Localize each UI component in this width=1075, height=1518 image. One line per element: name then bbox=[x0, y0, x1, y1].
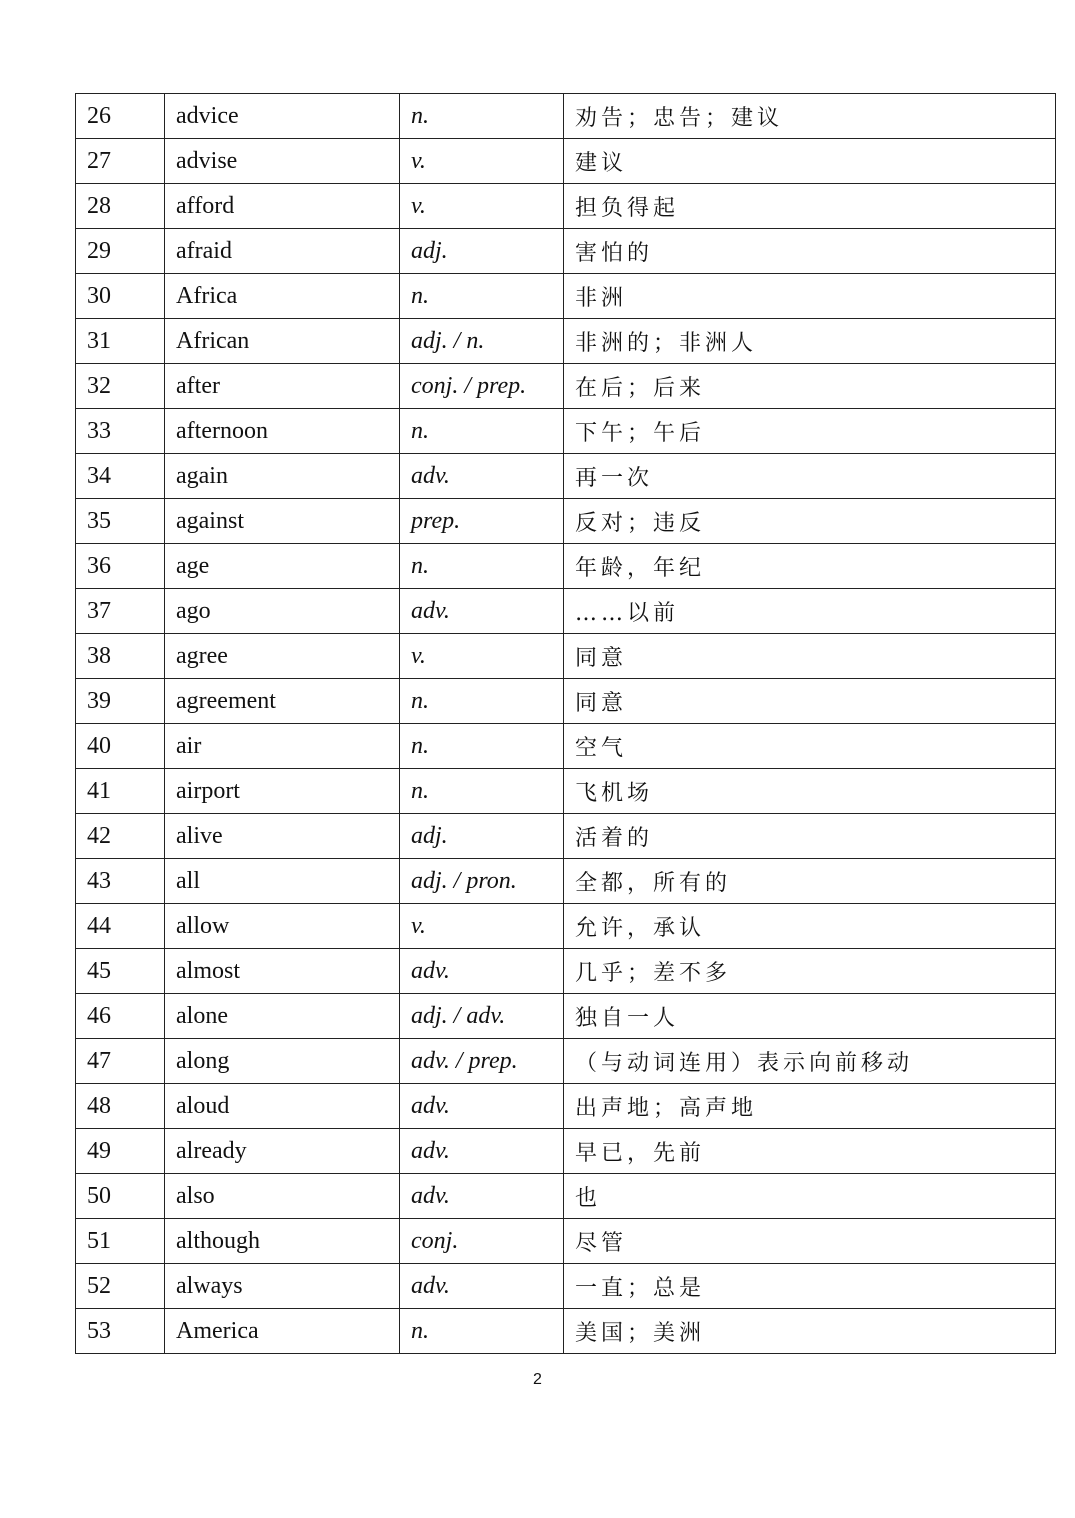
word-cell: always bbox=[165, 1264, 400, 1309]
word-cell: advise bbox=[165, 139, 400, 184]
meaning-cell: 允许，承认 bbox=[564, 904, 1056, 949]
row-number: 52 bbox=[76, 1264, 165, 1309]
meaning-cell: 美国；美洲 bbox=[564, 1309, 1056, 1354]
meaning-cell: 非洲的；非洲人 bbox=[564, 319, 1056, 364]
part-of-speech-cell: adj. bbox=[400, 229, 564, 274]
meaning-cell: 活着的 bbox=[564, 814, 1056, 859]
table-row bbox=[76, 769, 1056, 814]
word-cell: again bbox=[165, 454, 400, 499]
word-cell: all bbox=[165, 859, 400, 904]
vocabulary-table bbox=[75, 93, 1056, 1354]
word-cell: advice bbox=[165, 94, 400, 139]
row-number: 30 bbox=[76, 274, 165, 319]
row-number: 38 bbox=[76, 634, 165, 679]
row-number: 40 bbox=[76, 724, 165, 769]
word-cell: age bbox=[165, 544, 400, 589]
meaning-cell: 劝告；忠告；建议 bbox=[564, 94, 1056, 139]
table-row bbox=[76, 229, 1056, 274]
row-number: 35 bbox=[76, 499, 165, 544]
word-cell: agreement bbox=[165, 679, 400, 724]
row-number: 48 bbox=[76, 1084, 165, 1129]
part-of-speech-cell: adv. bbox=[400, 454, 564, 499]
word-cell: afternoon bbox=[165, 409, 400, 454]
part-of-speech-cell: conj. bbox=[400, 1219, 564, 1264]
row-number: 33 bbox=[76, 409, 165, 454]
table-row bbox=[76, 994, 1056, 1039]
table-row bbox=[76, 1039, 1056, 1084]
row-number: 31 bbox=[76, 319, 165, 364]
table-row bbox=[76, 634, 1056, 679]
part-of-speech-cell: adv. bbox=[400, 589, 564, 634]
part-of-speech-cell: n. bbox=[400, 274, 564, 319]
meaning-cell: 同意 bbox=[564, 634, 1056, 679]
table-row bbox=[76, 904, 1056, 949]
row-number: 36 bbox=[76, 544, 165, 589]
part-of-speech-cell: conj. / prep. bbox=[400, 364, 564, 409]
word-cell: against bbox=[165, 499, 400, 544]
table-row bbox=[76, 1309, 1056, 1354]
meaning-cell: 也 bbox=[564, 1174, 1056, 1219]
part-of-speech-cell: n. bbox=[400, 679, 564, 724]
part-of-speech-cell: adv. bbox=[400, 1129, 564, 1174]
word-cell: almost bbox=[165, 949, 400, 994]
part-of-speech-cell: adj. / n. bbox=[400, 319, 564, 364]
meaning-cell: 再一次 bbox=[564, 454, 1056, 499]
row-number: 45 bbox=[76, 949, 165, 994]
part-of-speech-cell: adj. / pron. bbox=[400, 859, 564, 904]
part-of-speech-cell: adv. bbox=[400, 1084, 564, 1129]
meaning-cell: 早已，先前 bbox=[564, 1129, 1056, 1174]
meaning-cell: 几乎；差不多 bbox=[564, 949, 1056, 994]
row-number: 37 bbox=[76, 589, 165, 634]
word-cell: afraid bbox=[165, 229, 400, 274]
table-row bbox=[76, 1219, 1056, 1264]
row-number: 28 bbox=[76, 184, 165, 229]
row-number: 42 bbox=[76, 814, 165, 859]
table-row bbox=[76, 364, 1056, 409]
meaning-cell: （与动词连用）表示向前移动 bbox=[564, 1039, 1056, 1084]
table-row bbox=[76, 94, 1056, 139]
table-row bbox=[76, 589, 1056, 634]
part-of-speech-cell: prep. bbox=[400, 499, 564, 544]
row-number: 39 bbox=[76, 679, 165, 724]
row-number: 27 bbox=[76, 139, 165, 184]
table-row bbox=[76, 184, 1056, 229]
table-row bbox=[76, 814, 1056, 859]
word-cell: agree bbox=[165, 634, 400, 679]
word-cell: allow bbox=[165, 904, 400, 949]
meaning-cell: 全都，所有的 bbox=[564, 859, 1056, 904]
table-row bbox=[76, 949, 1056, 994]
meaning-cell: 建议 bbox=[564, 139, 1056, 184]
row-number: 26 bbox=[76, 94, 165, 139]
part-of-speech-cell: adj. / adv. bbox=[400, 994, 564, 1039]
meaning-cell: 担负得起 bbox=[564, 184, 1056, 229]
word-cell: along bbox=[165, 1039, 400, 1084]
meaning-cell: 害怕的 bbox=[564, 229, 1056, 274]
word-cell: aloud bbox=[165, 1084, 400, 1129]
meaning-cell: 非洲 bbox=[564, 274, 1056, 319]
table-row bbox=[76, 319, 1056, 364]
row-number: 34 bbox=[76, 454, 165, 499]
page-number: 2 bbox=[533, 1371, 542, 1388]
meaning-cell: 尽管 bbox=[564, 1219, 1056, 1264]
part-of-speech-cell: adj. bbox=[400, 814, 564, 859]
meaning-cell: 飞机场 bbox=[564, 769, 1056, 814]
row-number: 50 bbox=[76, 1174, 165, 1219]
row-number: 29 bbox=[76, 229, 165, 274]
table-row bbox=[76, 1174, 1056, 1219]
word-cell: airport bbox=[165, 769, 400, 814]
word-cell: also bbox=[165, 1174, 400, 1219]
table-row bbox=[76, 1084, 1056, 1129]
word-cell: already bbox=[165, 1129, 400, 1174]
table-row bbox=[76, 274, 1056, 319]
meaning-cell: 出声地；高声地 bbox=[564, 1084, 1056, 1129]
word-cell: African bbox=[165, 319, 400, 364]
table-row bbox=[76, 139, 1056, 184]
row-number: 53 bbox=[76, 1309, 165, 1354]
part-of-speech-cell: adv. / prep. bbox=[400, 1039, 564, 1084]
table-row bbox=[76, 544, 1056, 589]
part-of-speech-cell: v. bbox=[400, 139, 564, 184]
part-of-speech-cell: n. bbox=[400, 724, 564, 769]
table-row bbox=[76, 454, 1056, 499]
row-number: 41 bbox=[76, 769, 165, 814]
part-of-speech-cell: v. bbox=[400, 184, 564, 229]
meaning-cell: 同意 bbox=[564, 679, 1056, 724]
meaning-cell: 空气 bbox=[564, 724, 1056, 769]
table-row bbox=[76, 1129, 1056, 1174]
row-number: 43 bbox=[76, 859, 165, 904]
part-of-speech-cell: n. bbox=[400, 409, 564, 454]
row-number: 49 bbox=[76, 1129, 165, 1174]
table-row bbox=[76, 409, 1056, 454]
table-row bbox=[76, 1264, 1056, 1309]
meaning-cell: 在后；后来 bbox=[564, 364, 1056, 409]
row-number: 32 bbox=[76, 364, 165, 409]
row-number: 44 bbox=[76, 904, 165, 949]
meaning-cell: ……以前 bbox=[564, 589, 1056, 634]
word-cell: alive bbox=[165, 814, 400, 859]
word-cell: after bbox=[165, 364, 400, 409]
row-number: 51 bbox=[76, 1219, 165, 1264]
meaning-cell: 反对；违反 bbox=[564, 499, 1056, 544]
table-row bbox=[76, 724, 1056, 769]
meaning-cell: 独自一人 bbox=[564, 994, 1056, 1039]
vocabulary-table-body bbox=[76, 94, 1056, 1354]
part-of-speech-cell: n. bbox=[400, 1309, 564, 1354]
table-row bbox=[76, 859, 1056, 904]
meaning-cell: 一直；总是 bbox=[564, 1264, 1056, 1309]
meaning-cell: 下午；午后 bbox=[564, 409, 1056, 454]
part-of-speech-cell: n. bbox=[400, 769, 564, 814]
part-of-speech-cell: adv. bbox=[400, 1174, 564, 1219]
part-of-speech-cell: n. bbox=[400, 544, 564, 589]
word-cell: although bbox=[165, 1219, 400, 1264]
part-of-speech-cell: n. bbox=[400, 94, 564, 139]
word-cell: Africa bbox=[165, 274, 400, 319]
word-cell: ago bbox=[165, 589, 400, 634]
part-of-speech-cell: adv. bbox=[400, 949, 564, 994]
row-number: 47 bbox=[76, 1039, 165, 1084]
part-of-speech-cell: v. bbox=[400, 904, 564, 949]
part-of-speech-cell: v. bbox=[400, 634, 564, 679]
table-row bbox=[76, 499, 1056, 544]
word-cell: air bbox=[165, 724, 400, 769]
part-of-speech-cell: adv. bbox=[400, 1264, 564, 1309]
table-row bbox=[76, 679, 1056, 724]
word-cell: afford bbox=[165, 184, 400, 229]
meaning-cell: 年龄，年纪 bbox=[564, 544, 1056, 589]
word-cell: alone bbox=[165, 994, 400, 1039]
row-number: 46 bbox=[76, 994, 165, 1039]
word-cell: America bbox=[165, 1309, 400, 1354]
